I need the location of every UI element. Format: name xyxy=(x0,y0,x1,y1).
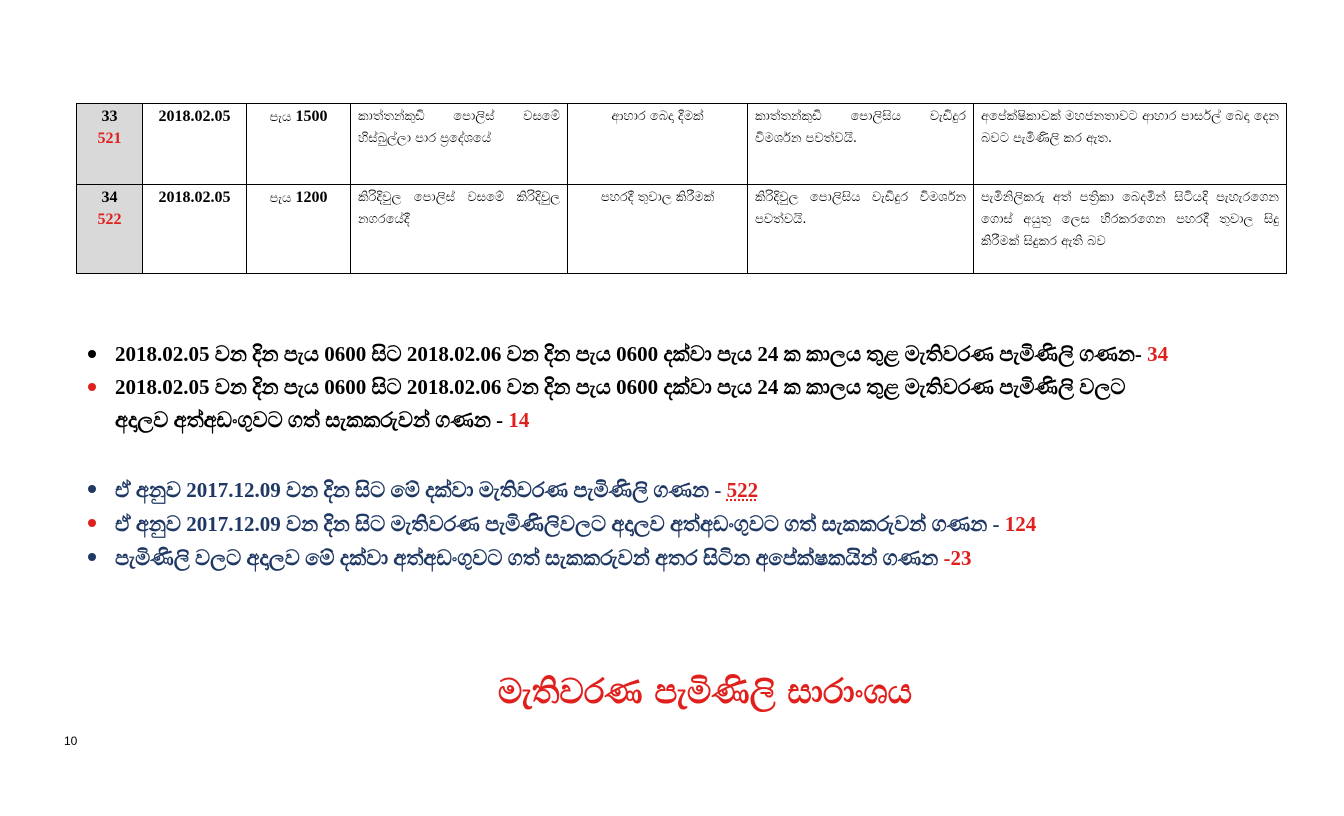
summary-24h-complaints-value: 34 xyxy=(1147,342,1169,366)
table-row xyxy=(77,104,1287,185)
time-value: 1500 xyxy=(295,108,328,125)
complaint-number: 33 xyxy=(101,108,118,125)
time-prefix: පැය xyxy=(269,191,292,206)
table-row xyxy=(77,185,1287,274)
action-cell: කිරිදිවුල පොලිසිය වැඩිදුර විමර්ශන පවත්වයි. xyxy=(748,185,974,274)
list-item xyxy=(88,473,1318,507)
list-item xyxy=(88,507,1318,541)
summary-candidates-text: පැමිණිලි වලට අදාලව මේ දක්වා අත්අඩංගුවට ගත් සැකකරුවන් අතර සිටින අපේක්ෂකයින් ගණන xyxy=(115,546,944,570)
summary-24h-suspects-text-line1: 2018.02.05 වන දින පැය 0600 සිට 2018.02.06 වන දින පැය 0600 දක්වා පැය 24 ක කාලය තුළ මැතිවරණ පැමිණිලි වලට xyxy=(115,375,1126,399)
bullet-icon xyxy=(88,350,96,358)
summary-total-list xyxy=(88,473,1318,575)
details-cell: අපේක්ෂිකාවක් මහජනතාවට ආහාර පාර්සල් බෙදා දෙන බවට පැමිණිලි කර ඇත. xyxy=(974,104,1287,185)
time-cell xyxy=(247,104,351,185)
summary-24h-suspects-value: 14 xyxy=(508,408,530,432)
list-item xyxy=(88,371,1318,404)
complaint-serial: 521 xyxy=(97,130,122,147)
summary-24h-complaints-text: 2018.02.05 වන දින පැය 0600 සිට 2018.02.06 වන දින පැය 0600 දක්වා පැය 24 ක කාලය තුළ මැතිවරණ පැමිණිලි ගණන- xyxy=(115,342,1148,366)
complaint-number-cell xyxy=(77,185,143,274)
summary-24h-suspects-text-line2: අදාලව අත්අඩංගුවට ගත් සැකකරුවන් ගණන - xyxy=(115,408,509,432)
summary-total-suspects-text: ඒ අනුව 2017.12.09 වන දින සිට මැතිවරණ පැමිණිලිවලට අදාලව අත්අඩංගුවට ගත් සැකකරුවන් ගණන - xyxy=(115,512,1005,536)
summary-total-suspects-value: 124 xyxy=(1004,512,1037,536)
list-item xyxy=(88,404,1318,437)
complaint-number-cell xyxy=(77,104,143,185)
complaint-number: 34 xyxy=(101,189,118,206)
complaint-type-cell: ආහාර බෙදා දීමක් xyxy=(568,104,748,185)
list-item xyxy=(88,338,1318,371)
bullet-icon xyxy=(88,383,96,391)
bullet-icon xyxy=(88,485,96,493)
list-item xyxy=(88,541,1318,575)
bullet-icon xyxy=(88,553,96,561)
complaints-table xyxy=(76,103,1287,274)
location-cell: කිරිදිවුල පොලිස් වසමේ කිරිදිවුල නගරයේදී xyxy=(351,185,568,274)
summary-total-complaints-value: 522 xyxy=(726,478,759,502)
location-cell: කාත්තන්කුඩි පොලිස් වසමේ හිස්බුල්ලා පාර ප්‍රදේශයේ xyxy=(351,104,568,185)
page-number: 10 xyxy=(64,734,78,748)
time-cell xyxy=(247,185,351,274)
date-cell: 2018.02.05 xyxy=(143,104,247,185)
date-cell: 2018.02.05 xyxy=(143,185,247,274)
summary-total-complaints-text: ඒ අනුව 2017.12.09 වන දින සිට මේ දක්වා මැතිවරණ පැමිණිලි ගණන - xyxy=(115,478,727,502)
section-heading: මැතිවරණ පැමිණිලි සාරාංශය xyxy=(497,672,913,712)
time-value: 1200 xyxy=(295,189,328,206)
bullet-icon xyxy=(88,519,96,527)
complaint-serial: 522 xyxy=(97,211,122,228)
details-cell: පැමිනිලිකරු අත් පත්‍රිකා බෙදමින් සිටියදි පැහැරගෙන ගොස් අයුතු ලෙස හිරකරගෙන පහරදී තුවාල සිදු කිරීමක් සිදුකර ඇති බව xyxy=(974,185,1287,274)
time-prefix: පැය xyxy=(269,110,292,125)
summary-24h-list xyxy=(88,338,1318,437)
action-cell: කාත්තන්කුඩි පොලිසිය වැඩිදුර විමර්ශන පවත්වයි. xyxy=(748,104,974,185)
summary-candidates-value: -23 xyxy=(943,546,972,570)
complaint-type-cell: පහරදී තුවාල කිරීමක් xyxy=(568,185,748,274)
